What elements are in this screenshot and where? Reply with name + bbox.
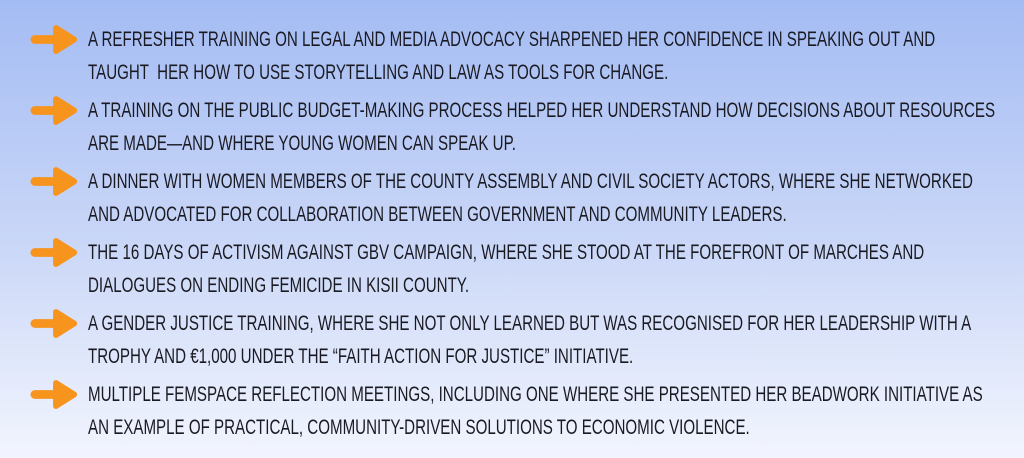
bullet-line: AN EXAMPLE OF PRACTICAL, COMMUNITY-DRIVEN SOLUTIONS TO ECONOMIC VIOLENCE. <box>88 416 750 439</box>
bullet-text <box>88 94 1014 160</box>
bullet-line: AND ADVOCATED FOR COLLABORATION BETWEEN GOVERNMENT AND COMMUNITY LEADERS. <box>88 203 787 226</box>
bullet-line: TAUGHT HER HOW TO USE STORYTELLING AND LAW AS TOOLS FOR CHANGE. <box>88 61 669 84</box>
arrow-right-icon <box>30 307 80 340</box>
arrow-right-icon <box>30 378 80 411</box>
bullet-text <box>88 307 1014 373</box>
bullet-line: A GENDER JUSTICE TRAINING, WHERE SHE NOT ONLY LEARNED BUT WAS RECOGNISED FOR HER LEADERSHIP WITH A <box>88 312 972 335</box>
bullet-line: DIALOGUES ON ENDING FEMICIDE IN KISII COUNTY. <box>88 274 470 297</box>
arrow-right-icon <box>30 94 80 127</box>
bullet-text <box>88 165 1014 231</box>
bullet-line: THE 16 DAYS OF ACTIVISM AGAINST GBV CAMPAIGN, WHERE SHE STOOD AT THE FOREFRONT OF MARCHES AND <box>88 241 925 264</box>
bullet-text <box>88 23 1014 89</box>
arrow-right-icon <box>30 23 80 56</box>
bullet-line: MULTIPLE FEMSPACE REFLECTION MEETINGS, INCLUDING ONE WHERE SHE PRESENTED HER BEADWORK INITIATIVE AS <box>88 383 983 406</box>
bullet-item <box>30 236 1014 302</box>
bullet-item <box>30 94 1014 160</box>
bullet-item <box>30 307 1014 373</box>
bullet-line: A DINNER WITH WOMEN MEMBERS OF THE COUNTY ASSEMBLY AND CIVIL SOCIETY ACTORS, WHERE SHE NETWORKED <box>88 170 973 193</box>
bullet-line: TROPHY AND €1,000 UNDER THE “FAITH ACTION FOR JUSTICE” INITIATIVE. <box>88 345 634 368</box>
bullet-text <box>88 236 1014 302</box>
bullet-text <box>88 378 1014 444</box>
arrow-right-icon <box>30 236 80 269</box>
bullet-item <box>30 23 1014 89</box>
bullet-line: A TRAINING ON THE PUBLIC BUDGET-MAKING PROCESS HELPED HER UNDERSTAND HOW DECISIONS ABOUT RESOURCES <box>88 99 996 122</box>
bullet-line: ARE MADE—AND WHERE YOUNG WOMEN CAN SPEAK UP. <box>88 132 516 155</box>
bullet-item <box>30 165 1014 231</box>
bullet-line: A REFRESHER TRAINING ON LEGAL AND MEDIA ADVOCACY SHARPENED HER CONFIDENCE IN SPEAKING OUT AND <box>88 28 936 51</box>
bullet-item <box>30 378 1014 444</box>
arrow-right-icon <box>30 165 80 198</box>
